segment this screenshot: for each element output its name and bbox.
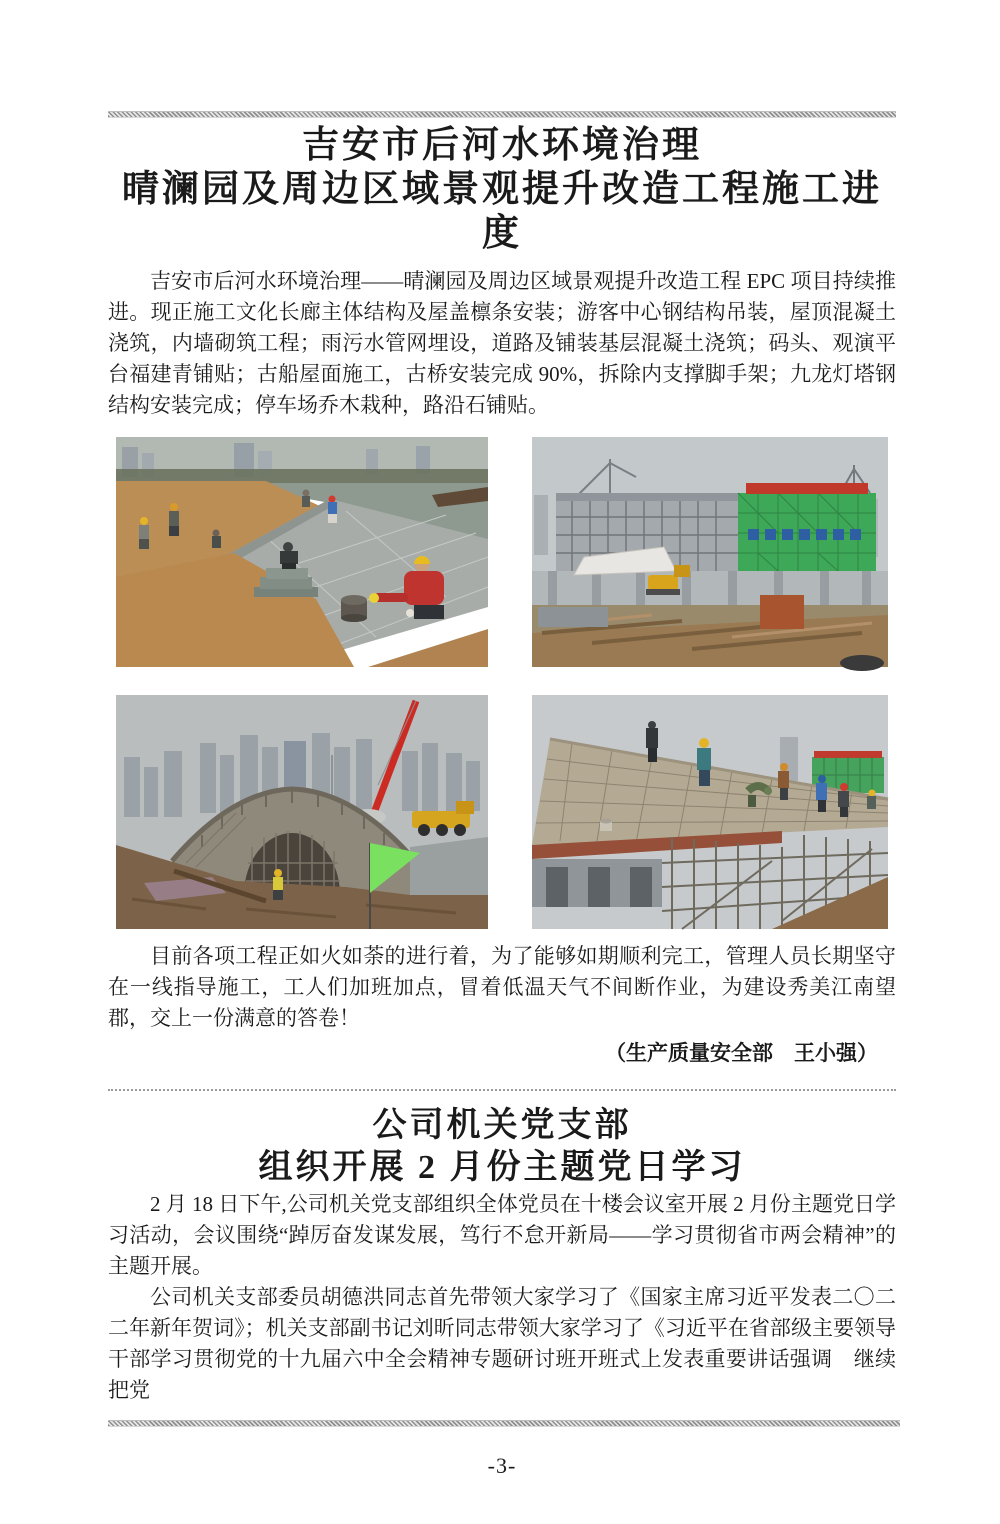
photo-arch-bridge-art <box>116 695 488 929</box>
retaining-wall <box>410 837 488 899</box>
photo-riverside-paving-art <box>116 437 488 667</box>
page-content <box>104 111 896 1479</box>
mortar-bucket <box>341 595 367 622</box>
article2-title <box>108 1105 896 1189</box>
photo-roof-work <box>532 695 888 929</box>
photo-site-cranes <box>532 437 888 667</box>
photo-arch-bridge <box>116 695 488 929</box>
foreground-formwork <box>532 595 888 671</box>
article2-title-line2: 组织开展 2 月份主题党日学习 <box>258 1149 746 1186</box>
article1-attribution: （生产质量安全部 王小强） <box>605 1041 878 1065</box>
red-form-panel <box>760 595 804 629</box>
article2-title-line1: 公司机关党支部 <box>372 1107 632 1144</box>
page-number: -3- <box>487 1453 517 1478</box>
bottom-border-rule <box>108 1420 900 1427</box>
article1-title-line2: 晴澜园及周边区域景观提升改造工程施工进度 <box>122 169 882 254</box>
photo-site-cranes-art <box>532 437 888 667</box>
newsletter-page <box>0 111 1000 1524</box>
red-banner <box>746 483 868 494</box>
article1-paragraph2: 目前各项工程正如火如荼的进行着，为了能够如期顺利完工，管理人员长期坚守在一线指导施工，工人们加班加点，冒着低温天气不间断作业，为建设秀美江南望郡，交上一份满意的答卷！ <box>108 944 896 1030</box>
eave-bucket <box>600 819 612 832</box>
photo-riverside-paving <box>116 437 488 667</box>
top-border-rule <box>108 111 896 118</box>
black-barrel <box>840 655 884 671</box>
worker-vest <box>273 869 283 900</box>
article1-title-line1: 吉安市后河水环境治理 <box>302 125 702 166</box>
section-divider <box>108 1089 896 1091</box>
photo-roof-work-art <box>532 695 888 929</box>
article1-paragraph1: 吉安市后河水环境治理——晴澜园及周边区域景观提升改造工程 EPC 项目持续推进。现正施工文化长廊主体结构及屋盖檩条安装；游客中心钢结构吊装，屋顶混凝土浇筑，内墙砌筑工程；雨污水管网埋设，道路及铺装基层混凝土浇筑；码头、观演平台福建青铺贴；古船屋面施工，古桥安装完成 90%，拆除内支撑脚手架；九龙灯塔钢结构安装完成；停车场乔木栽种，路沿石铺贴。 <box>108 269 896 417</box>
photo-grid <box>116 437 896 929</box>
article2-paragraph1: 2 月 18 日下午,公司机关党支部组织全体党员在十楼会议室开展 2 月份主题党日学习活动，会议围绕“踔厉奋发谋发展，笃行不怠开新局——学习贯彻省市两会精神”的主题开展。 <box>108 1192 896 1278</box>
article2-paragraph2: 公司机关支部委员胡德洪同志首先带领大家学习了《国家主席习近平发表二〇二二年新年贺词》；机关支部副书记刘昕同志带领大家学习了《习近平在省部级主要领导干部学习贯彻党的十九届六中全会精神专题研讨班开班式上发表重要讲话强调 继续把党 <box>108 1285 896 1402</box>
article1-title <box>108 124 896 256</box>
